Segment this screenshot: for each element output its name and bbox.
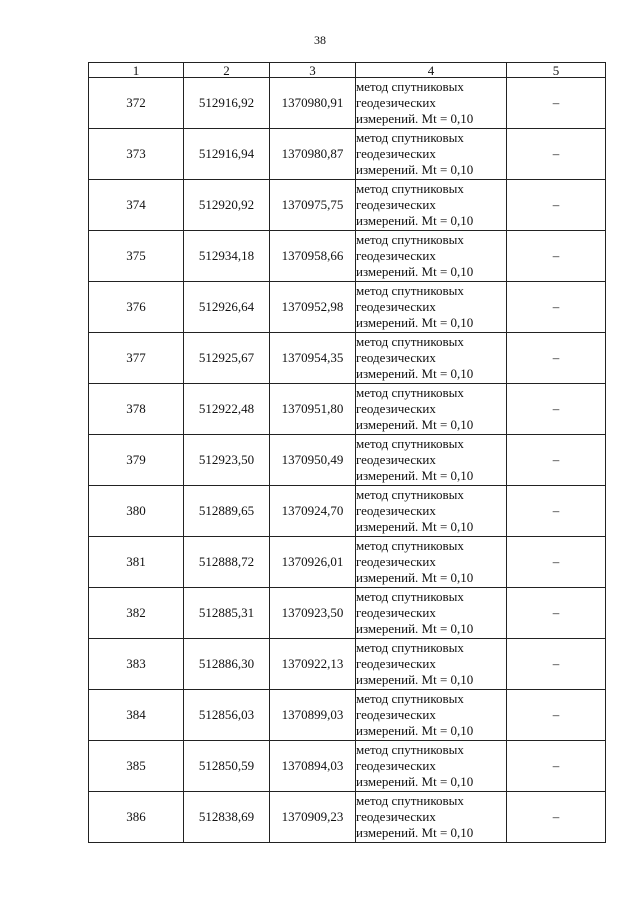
method-line-1: метод спутниковых	[356, 487, 464, 502]
point-number-cell: 378	[89, 384, 184, 435]
y-coordinate-cell: 1370922,13	[270, 639, 356, 690]
method-cell	[356, 690, 507, 741]
x-coordinate-cell: 512934,18	[184, 231, 270, 282]
method-line-3: измерений. Mt = 0,10	[356, 468, 474, 483]
method-line-3: измерений. Mt = 0,10	[356, 111, 474, 126]
method-line-3: измерений. Mt = 0,10	[356, 213, 474, 228]
method-line-3: измерений. Mt = 0,10	[356, 672, 474, 687]
method-cell	[356, 588, 507, 639]
x-coordinate-cell: 512916,94	[184, 129, 270, 180]
description-cell: –	[507, 435, 606, 486]
description-cell: –	[507, 486, 606, 537]
x-coordinate-cell: 512926,64	[184, 282, 270, 333]
y-coordinate-cell: 1370980,87	[270, 129, 356, 180]
y-coordinate-cell: 1370951,80	[270, 384, 356, 435]
method-line-2: геодезических	[356, 350, 436, 365]
point-number-cell: 382	[89, 588, 184, 639]
table-row	[89, 435, 606, 486]
y-coordinate-cell: 1370909,23	[270, 792, 356, 843]
method-line-3: измерений. Mt = 0,10	[356, 315, 474, 330]
table-row	[89, 486, 606, 537]
method-cell	[356, 384, 507, 435]
table-body	[89, 78, 606, 843]
table-row	[89, 231, 606, 282]
method-line-1: метод спутниковых	[356, 79, 464, 94]
method-cell	[356, 741, 507, 792]
method-line-1: метод спутниковых	[356, 742, 464, 757]
table-row	[89, 129, 606, 180]
description-cell: –	[507, 792, 606, 843]
point-number-cell: 372	[89, 78, 184, 129]
description-cell: –	[507, 537, 606, 588]
table-row	[89, 180, 606, 231]
page-number: 38	[314, 33, 326, 47]
point-number-cell: 377	[89, 333, 184, 384]
method-line-1: метод спутниковых	[356, 181, 464, 196]
y-coordinate-cell: 1370975,75	[270, 180, 356, 231]
description-cell: –	[507, 384, 606, 435]
method-line-3: измерений. Mt = 0,10	[356, 162, 474, 177]
method-line-2: геодезических	[356, 656, 436, 671]
method-line-1: метод спутниковых	[356, 793, 464, 808]
method-line-1: метод спутниковых	[356, 589, 464, 604]
method-line-1: метод спутниковых	[356, 130, 464, 145]
x-coordinate-cell: 512838,69	[184, 792, 270, 843]
point-number-cell: 375	[89, 231, 184, 282]
coordinates-table	[88, 62, 606, 843]
method-line-1: метод спутниковых	[356, 691, 464, 706]
description-cell: –	[507, 231, 606, 282]
method-cell	[356, 435, 507, 486]
method-line-2: геодезических	[356, 197, 436, 212]
y-coordinate-cell: 1370923,50	[270, 588, 356, 639]
point-number-cell: 376	[89, 282, 184, 333]
method-cell	[356, 282, 507, 333]
table-row	[89, 537, 606, 588]
description-cell: –	[507, 588, 606, 639]
table-row	[89, 588, 606, 639]
method-line-2: геодезических	[356, 758, 436, 773]
x-coordinate-cell: 512885,31	[184, 588, 270, 639]
y-coordinate-cell: 1370954,35	[270, 333, 356, 384]
column-header-1: 1	[89, 63, 184, 78]
table-row	[89, 384, 606, 435]
method-line-3: измерений. Mt = 0,10	[356, 621, 474, 636]
y-coordinate-cell: 1370899,03	[270, 690, 356, 741]
method-cell	[356, 180, 507, 231]
table-row	[89, 333, 606, 384]
x-coordinate-cell: 512920,92	[184, 180, 270, 231]
table-row	[89, 741, 606, 792]
point-number-cell: 383	[89, 639, 184, 690]
point-number-cell: 380	[89, 486, 184, 537]
description-cell: –	[507, 333, 606, 384]
method-line-2: геодезических	[356, 503, 436, 518]
x-coordinate-cell: 512922,48	[184, 384, 270, 435]
column-header-5: 5	[507, 63, 606, 78]
method-line-2: геодезических	[356, 554, 436, 569]
y-coordinate-cell: 1370980,91	[270, 78, 356, 129]
column-header-2: 2	[184, 63, 270, 78]
x-coordinate-cell: 512889,65	[184, 486, 270, 537]
description-cell: –	[507, 78, 606, 129]
point-number-cell: 379	[89, 435, 184, 486]
method-line-1: метод спутниковых	[356, 640, 464, 655]
table-row	[89, 690, 606, 741]
description-cell: –	[507, 639, 606, 690]
table-row	[89, 639, 606, 690]
point-number-cell: 374	[89, 180, 184, 231]
method-line-2: геодезических	[356, 146, 436, 161]
point-number-cell: 384	[89, 690, 184, 741]
method-line-1: метод спутниковых	[356, 538, 464, 553]
x-coordinate-cell: 512916,92	[184, 78, 270, 129]
y-coordinate-cell: 1370952,98	[270, 282, 356, 333]
table-row	[89, 282, 606, 333]
table-row	[89, 792, 606, 843]
x-coordinate-cell: 512923,50	[184, 435, 270, 486]
y-coordinate-cell: 1370924,70	[270, 486, 356, 537]
method-line-2: геодезических	[356, 299, 436, 314]
y-coordinate-cell: 1370950,49	[270, 435, 356, 486]
method-cell	[356, 231, 507, 282]
method-line-1: метод спутниковых	[356, 334, 464, 349]
y-coordinate-cell: 1370958,66	[270, 231, 356, 282]
method-cell	[356, 333, 507, 384]
method-line-1: метод спутниковых	[356, 385, 464, 400]
method-cell	[356, 639, 507, 690]
method-line-3: измерений. Mt = 0,10	[356, 519, 474, 534]
method-line-3: измерений. Mt = 0,10	[356, 264, 474, 279]
method-line-2: геодезических	[356, 605, 436, 620]
method-line-2: геодезических	[356, 707, 436, 722]
method-line-3: измерений. Mt = 0,10	[356, 774, 474, 789]
method-line-2: геодезических	[356, 452, 436, 467]
method-cell	[356, 537, 507, 588]
method-line-3: измерений. Mt = 0,10	[356, 417, 474, 432]
table-row	[89, 78, 606, 129]
x-coordinate-cell: 512925,67	[184, 333, 270, 384]
x-coordinate-cell: 512888,72	[184, 537, 270, 588]
point-number-cell: 373	[89, 129, 184, 180]
method-line-2: геодезических	[356, 95, 436, 110]
point-number-cell: 385	[89, 741, 184, 792]
point-number-cell: 381	[89, 537, 184, 588]
y-coordinate-cell: 1370894,03	[270, 741, 356, 792]
method-line-3: измерений. Mt = 0,10	[356, 723, 474, 738]
method-line-2: геодезических	[356, 809, 436, 824]
description-cell: –	[507, 282, 606, 333]
point-number-cell: 386	[89, 792, 184, 843]
method-cell	[356, 129, 507, 180]
method-line-3: измерений. Mt = 0,10	[356, 366, 474, 381]
column-header-3: 3	[270, 63, 356, 78]
description-cell: –	[507, 180, 606, 231]
description-cell: –	[507, 690, 606, 741]
method-line-1: метод спутниковых	[356, 283, 464, 298]
y-coordinate-cell: 1370926,01	[270, 537, 356, 588]
method-cell	[356, 792, 507, 843]
x-coordinate-cell: 512886,30	[184, 639, 270, 690]
x-coordinate-cell: 512850,59	[184, 741, 270, 792]
method-line-2: геодезических	[356, 401, 436, 416]
method-cell	[356, 78, 507, 129]
x-coordinate-cell: 512856,03	[184, 690, 270, 741]
column-header-4: 4	[356, 63, 507, 78]
method-line-3: измерений. Mt = 0,10	[356, 570, 474, 585]
method-line-1: метод спутниковых	[356, 436, 464, 451]
method-line-3: измерений. Mt = 0,10	[356, 825, 474, 840]
description-cell: –	[507, 741, 606, 792]
description-cell: –	[507, 129, 606, 180]
method-cell	[356, 486, 507, 537]
method-line-2: геодезических	[356, 248, 436, 263]
header-row	[89, 63, 606, 78]
method-line-1: метод спутниковых	[356, 232, 464, 247]
